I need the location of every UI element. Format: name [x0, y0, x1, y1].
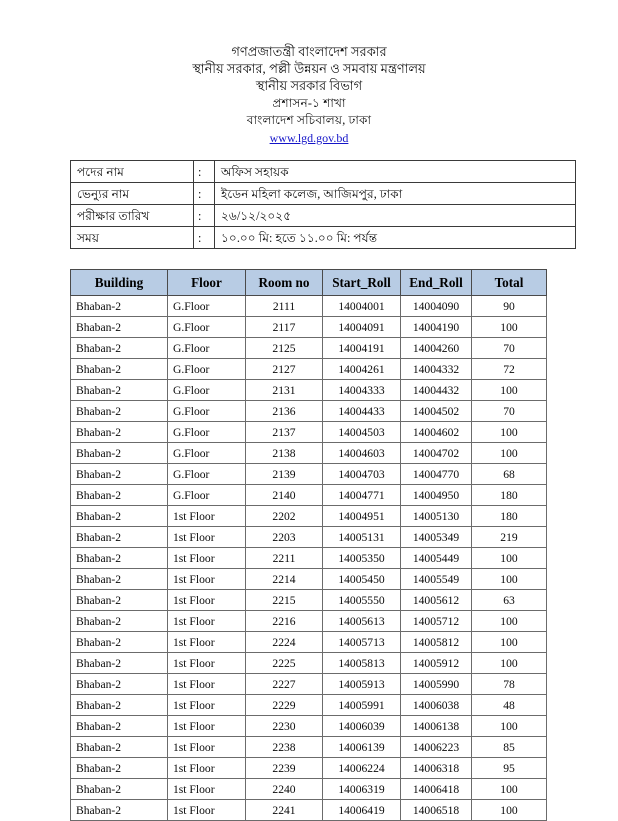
- cell-end-roll: 14004950: [401, 485, 472, 506]
- cell-total: 100: [472, 569, 547, 590]
- info-value-time: ১০.০০ মি: হতে ১১.০০ মি: পর্যন্ত: [215, 227, 576, 249]
- cell-room-no: 2215: [246, 590, 323, 611]
- cell-total: 100: [472, 653, 547, 674]
- seating-table: [70, 269, 547, 821]
- cell-start-roll: 14006419: [323, 800, 401, 821]
- cell-floor: 1st Floor: [168, 506, 246, 527]
- cell-end-roll: 14006223: [401, 737, 472, 758]
- cell-building: Bhaban-2: [71, 401, 168, 422]
- cell-start-roll: 14005450: [323, 569, 401, 590]
- cell-building: Bhaban-2: [71, 359, 168, 380]
- cell-building: Bhaban-2: [71, 632, 168, 653]
- cell-end-roll: 14004332: [401, 359, 472, 380]
- table-row: [71, 506, 547, 527]
- cell-room-no: 2227: [246, 674, 323, 695]
- cell-room-no: 2137: [246, 422, 323, 443]
- cell-end-roll: 14004190: [401, 317, 472, 338]
- table-row: [71, 485, 547, 506]
- table-row: [71, 632, 547, 653]
- cell-floor: 1st Floor: [168, 716, 246, 737]
- cell-start-roll: 14004333: [323, 380, 401, 401]
- cell-floor: G.Floor: [168, 338, 246, 359]
- cell-total: 100: [472, 611, 547, 632]
- cell-room-no: 2230: [246, 716, 323, 737]
- cell-end-roll: 14004260: [401, 338, 472, 359]
- cell-total: 100: [472, 548, 547, 569]
- cell-building: Bhaban-2: [71, 296, 168, 317]
- cell-start-roll: 14004771: [323, 485, 401, 506]
- cell-floor: G.Floor: [168, 422, 246, 443]
- cell-floor: 1st Floor: [168, 632, 246, 653]
- cell-total: 48: [472, 695, 547, 716]
- cell-end-roll: 14004702: [401, 443, 472, 464]
- table-row: [71, 422, 547, 443]
- cell-end-roll: 14004090: [401, 296, 472, 317]
- cell-room-no: 2225: [246, 653, 323, 674]
- info-colon-venue: :: [194, 183, 215, 205]
- table-row: [71, 737, 547, 758]
- cell-building: Bhaban-2: [71, 548, 168, 569]
- cell-room-no: 2131: [246, 380, 323, 401]
- cell-floor: G.Floor: [168, 296, 246, 317]
- info-row-time: [71, 227, 576, 249]
- cell-floor: 1st Floor: [168, 737, 246, 758]
- cell-building: Bhaban-2: [71, 800, 168, 821]
- cell-total: 70: [472, 338, 547, 359]
- cell-total: 180: [472, 506, 547, 527]
- info-row-venue: [71, 183, 576, 205]
- cell-building: Bhaban-2: [71, 611, 168, 632]
- column-header-end-roll: End_Roll: [401, 270, 472, 296]
- cell-start-roll: 14004503: [323, 422, 401, 443]
- cell-room-no: 2229: [246, 695, 323, 716]
- cell-room-no: 2241: [246, 800, 323, 821]
- cell-end-roll: 14004602: [401, 422, 472, 443]
- cell-start-roll: 14004951: [323, 506, 401, 527]
- cell-floor: 1st Floor: [168, 695, 246, 716]
- cell-room-no: 2138: [246, 443, 323, 464]
- table-row: [71, 548, 547, 569]
- cell-room-no: 2240: [246, 779, 323, 800]
- cell-building: Bhaban-2: [71, 590, 168, 611]
- cell-end-roll: 14005712: [401, 611, 472, 632]
- info-colon-time: :: [194, 227, 215, 249]
- cell-end-roll: 14004770: [401, 464, 472, 485]
- cell-room-no: 2117: [246, 317, 323, 338]
- cell-floor: G.Floor: [168, 317, 246, 338]
- cell-end-roll: 14006318: [401, 758, 472, 779]
- cell-end-roll: 14005812: [401, 632, 472, 653]
- cell-start-roll: 14004261: [323, 359, 401, 380]
- info-label-venue: ভেন্যুর নাম: [71, 183, 194, 205]
- cell-floor: 1st Floor: [168, 653, 246, 674]
- cell-building: Bhaban-2: [71, 569, 168, 590]
- cell-floor: 1st Floor: [168, 590, 246, 611]
- table-row: [71, 653, 547, 674]
- cell-room-no: 2203: [246, 527, 323, 548]
- cell-building: Bhaban-2: [71, 443, 168, 464]
- cell-total: 100: [472, 380, 547, 401]
- cell-total: 100: [472, 779, 547, 800]
- cell-building: Bhaban-2: [71, 317, 168, 338]
- cell-total: 100: [472, 422, 547, 443]
- cell-end-roll: 14004432: [401, 380, 472, 401]
- cell-building: Bhaban-2: [71, 527, 168, 548]
- info-label-post: পদের নাম: [71, 161, 194, 183]
- cell-total: 68: [472, 464, 547, 485]
- cell-start-roll: 14006319: [323, 779, 401, 800]
- column-header-room-no: Room no: [246, 270, 323, 296]
- cell-room-no: 2211: [246, 548, 323, 569]
- cell-start-roll: 14006039: [323, 716, 401, 737]
- cell-room-no: 2214: [246, 569, 323, 590]
- table-row: [71, 716, 547, 737]
- cell-building: Bhaban-2: [71, 380, 168, 401]
- table-row: [71, 674, 547, 695]
- cell-total: 70: [472, 401, 547, 422]
- cell-total: 219: [472, 527, 547, 548]
- table-row: [71, 695, 547, 716]
- cell-total: 100: [472, 317, 547, 338]
- exam-info-table: [70, 160, 576, 249]
- cell-end-roll: 14005349: [401, 527, 472, 548]
- cell-building: Bhaban-2: [71, 464, 168, 485]
- cell-end-roll: 14005449: [401, 548, 472, 569]
- cell-floor: 1st Floor: [168, 548, 246, 569]
- cell-start-roll: 14004603: [323, 443, 401, 464]
- cell-floor: 1st Floor: [168, 800, 246, 821]
- cell-start-roll: 14005350: [323, 548, 401, 569]
- table-row: [71, 338, 547, 359]
- cell-floor: G.Floor: [168, 401, 246, 422]
- cell-start-roll: 14006139: [323, 737, 401, 758]
- cell-end-roll: 14005549: [401, 569, 472, 590]
- cell-start-roll: 14004001: [323, 296, 401, 317]
- cell-start-roll: 14005991: [323, 695, 401, 716]
- cell-start-roll: 14004191: [323, 338, 401, 359]
- table-row: [71, 611, 547, 632]
- cell-end-roll: 14005130: [401, 506, 472, 527]
- info-label-time: সময়: [71, 227, 194, 249]
- website-link[interactable]: www.lgd.gov.bd: [269, 131, 349, 145]
- column-header-floor: Floor: [168, 270, 246, 296]
- info-row-date: [71, 205, 576, 227]
- cell-floor: G.Floor: [168, 359, 246, 380]
- cell-start-roll: 14005913: [323, 674, 401, 695]
- cell-end-roll: 14006418: [401, 779, 472, 800]
- cell-floor: 1st Floor: [168, 758, 246, 779]
- cell-start-roll: 14006224: [323, 758, 401, 779]
- cell-end-roll: 14005912: [401, 653, 472, 674]
- cell-total: 78: [472, 674, 547, 695]
- table-row: [71, 800, 547, 821]
- column-header-start-roll: Start_Roll: [323, 270, 401, 296]
- table-row: [71, 590, 547, 611]
- cell-end-roll: 14005990: [401, 674, 472, 695]
- cell-total: 95: [472, 758, 547, 779]
- info-colon-date: :: [194, 205, 215, 227]
- cell-building: Bhaban-2: [71, 695, 168, 716]
- info-colon-post: :: [194, 161, 215, 183]
- government-title: গণপ্রজাতন্ত্রী বাংলাদেশ সরকার: [231, 45, 387, 59]
- table-row: [71, 401, 547, 422]
- table-row: [71, 317, 547, 338]
- table-row: [71, 779, 547, 800]
- cell-start-roll: 14004703: [323, 464, 401, 485]
- table-row: [71, 569, 547, 590]
- cell-building: Bhaban-2: [71, 422, 168, 443]
- table-row: [71, 359, 547, 380]
- cell-room-no: 2216: [246, 611, 323, 632]
- cell-building: Bhaban-2: [71, 338, 168, 359]
- cell-total: 85: [472, 737, 547, 758]
- column-header-total: Total: [472, 270, 547, 296]
- cell-room-no: 2136: [246, 401, 323, 422]
- cell-building: Bhaban-2: [71, 758, 168, 779]
- cell-building: Bhaban-2: [71, 674, 168, 695]
- cell-start-roll: 14004433: [323, 401, 401, 422]
- letterhead: [0, 0, 618, 147]
- cell-start-roll: 14005713: [323, 632, 401, 653]
- cell-total: 100: [472, 632, 547, 653]
- cell-floor: G.Floor: [168, 485, 246, 506]
- cell-room-no: 2239: [246, 758, 323, 779]
- cell-end-roll: 14006518: [401, 800, 472, 821]
- info-label-date: পরীক্ষার তারিখ: [71, 205, 194, 227]
- cell-total: 100: [472, 716, 547, 737]
- cell-building: Bhaban-2: [71, 779, 168, 800]
- branch-title: প্রশাসন-১ শাখা: [272, 96, 346, 110]
- cell-floor: 1st Floor: [168, 569, 246, 590]
- cell-end-roll: 14006138: [401, 716, 472, 737]
- cell-total: 72: [472, 359, 547, 380]
- info-row-post: [71, 161, 576, 183]
- cell-total: 100: [472, 443, 547, 464]
- cell-building: Bhaban-2: [71, 485, 168, 506]
- cell-total: 180: [472, 485, 547, 506]
- cell-floor: G.Floor: [168, 464, 246, 485]
- cell-end-roll: 14005612: [401, 590, 472, 611]
- cell-total: 100: [472, 800, 547, 821]
- cell-end-roll: 14004502: [401, 401, 472, 422]
- table-row: [71, 758, 547, 779]
- cell-start-roll: 14004091: [323, 317, 401, 338]
- cell-end-roll: 14006038: [401, 695, 472, 716]
- cell-start-roll: 14005550: [323, 590, 401, 611]
- info-value-post: অফিস সহায়ক: [215, 161, 576, 183]
- cell-floor: 1st Floor: [168, 674, 246, 695]
- cell-room-no: 2139: [246, 464, 323, 485]
- address-line: বাংলাদেশ সচিবালয়, ঢাকা: [246, 113, 372, 127]
- cell-floor: G.Floor: [168, 443, 246, 464]
- cell-total: 90: [472, 296, 547, 317]
- cell-floor: 1st Floor: [168, 527, 246, 548]
- column-header-building: Building: [71, 270, 168, 296]
- info-value-date: ২৬/১২/২০২৫: [215, 205, 576, 227]
- cell-building: Bhaban-2: [71, 716, 168, 737]
- ministry-title: স্থানীয় সরকার, পল্লী উন্নয়ন ও সমবায় মন্ত্রণালয়: [192, 62, 426, 76]
- cell-room-no: 2140: [246, 485, 323, 506]
- cell-start-roll: 14005813: [323, 653, 401, 674]
- cell-room-no: 2127: [246, 359, 323, 380]
- exam-info-table-wrapper: [70, 160, 546, 249]
- cell-room-no: 2125: [246, 338, 323, 359]
- seating-table-body: [71, 296, 547, 821]
- cell-room-no: 2224: [246, 632, 323, 653]
- cell-building: Bhaban-2: [71, 737, 168, 758]
- cell-room-no: 2202: [246, 506, 323, 527]
- table-row: [71, 296, 547, 317]
- cell-floor: 1st Floor: [168, 779, 246, 800]
- cell-total: 63: [472, 590, 547, 611]
- cell-start-roll: 14005131: [323, 527, 401, 548]
- seating-table-wrapper: [70, 269, 546, 821]
- table-row: [71, 443, 547, 464]
- table-row: [71, 527, 547, 548]
- cell-room-no: 2111: [246, 296, 323, 317]
- division-title: স্থানীয় সরকার বিভাগ: [255, 79, 363, 93]
- info-value-venue: ইডেন মহিলা কলেজ, আজিমপুর, ঢাকা: [215, 183, 576, 205]
- table-row: [71, 380, 547, 401]
- table-row: [71, 464, 547, 485]
- cell-start-roll: 14005613: [323, 611, 401, 632]
- cell-floor: G.Floor: [168, 380, 246, 401]
- cell-building: Bhaban-2: [71, 653, 168, 674]
- cell-building: Bhaban-2: [71, 506, 168, 527]
- cell-room-no: 2238: [246, 737, 323, 758]
- cell-floor: 1st Floor: [168, 611, 246, 632]
- seating-table-header-row: [71, 270, 547, 296]
